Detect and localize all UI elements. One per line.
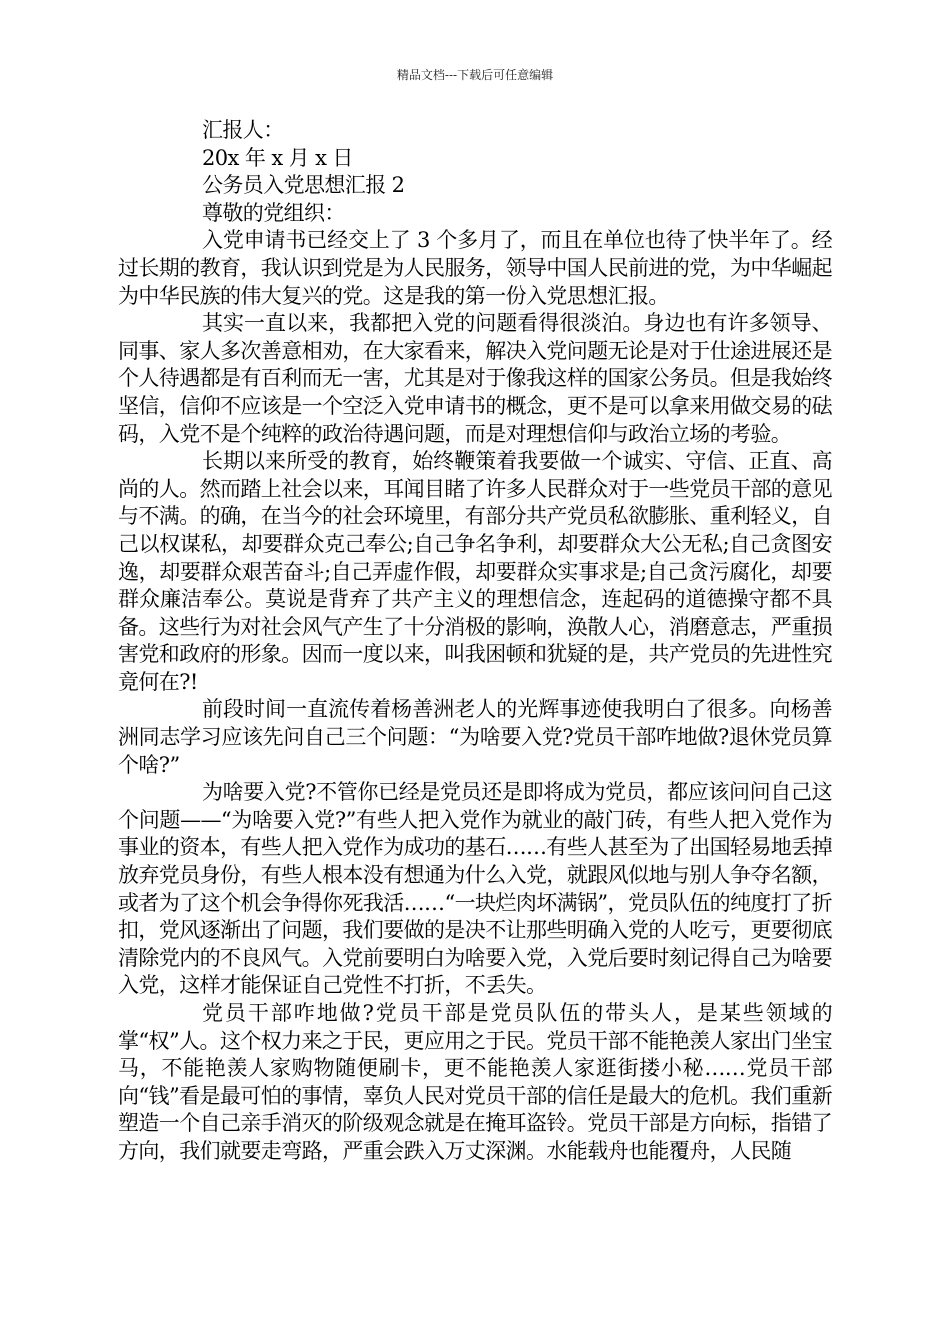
page-header: 精品文档---下载后可任意编辑 <box>396 68 554 82</box>
document-title: 公务员入党思想汇报 2 <box>202 173 405 198</box>
report-date: 20x 年 x 月 x 日 <box>202 145 353 170</box>
paragraph-1: 入党申请书已经交上了 3 个多月了，而且在单位也待了快半年了。经过长期的教育，我认识到党是为人民服务，领导中国人民前进的党，为中华崛起为中华民族的伟大复兴的党。这是我的第一份入党思想汇报。 <box>118 228 832 308</box>
reporter-label: 汇报人： <box>202 118 284 142</box>
paragraph-6: 党员干部咋地做?党员干部是党员队伍的带头人，是某些领域的掌“权”人。这个权力来之于民，更应用之于民。党员干部不能艳羡人家出门坐宝马，不能艳羡人家购物随便刷卡，更不能艳羡人家逛街搂小秘……党员干部向“钱”看是最可怕的事情，辜负人民对党员干部的信任是最大的危机。我们重新塑造一个自己亲手消灭的阶级观念就是在掩耳盗铃。党员干部是方向标，指错了方向，我们就要走弯路，严重会跌入万丈深渊。水能载舟也能覆舟，人民随 <box>118 1001 832 1163</box>
paragraph-2: 其实一直以来，我都把入党的问题看得很淡泊。身边也有许多领导、同事、家人多次善意相劝，在大家看来，解决入党问题无论是对于仕途进展还是个人待遇都是有百利而无一害，尤其是对于像我这样的国家公务员。但是我始终坚信，信仰不应该是一个空泛入党申请书的概念，更不是可以拿来用做交易的砝码，入党不是个纯粹的政治待遇问题，而是对理想信仰与政治立场的考验。 <box>118 311 832 446</box>
paragraph-5: 为啥要入党?不管你已经是党员还是即将成为党员，都应该问问自己这个问题——“为啥要入党?”有些人把入党作为就业的敲门砖，有些人把入党作为事业的资本，有些人把入党作为成功的基石……有些人甚至为了出国轻易地丢掉放弃党员身份，有些人根本没有想通为什么入党，就跟风似地与别人争夺名额，或者为了这个机会争得你死我活……“一块烂肉坏满锅”，党员队伍的纯度打了折扣，党风逐渐出了问题，我们要做的是决不让那些明确入党的人吃亏，更要彻底清除党内的不良风气。入党前要明白为啥要入党，入党后要时刻记得自己为啥要入党，这样才能保证自己党性不打折，不丢失。 <box>118 780 832 998</box>
document-body <box>118 117 832 1166</box>
salutation: 尊敬的党组织： <box>202 200 345 225</box>
paragraph-3: 长期以来所受的教育，始终鞭策着我要做一个诚实、守信、正直、高尚的人。然而踏上社会以来，耳闻目睹了许多人民群众对于一些党员干部的意见与不满。的确，在当今的社会环境里，有部分共产党员私欲膨胀、重利轻义，自己以权谋私，却要群众克己奉公;自己争名争利，却要群众大公无私;自己贪图安逸，却要群众艰苦奋斗;自己弄虚作假，却要群众实事求是;自己贪污腐化，却要群众廉洁奉公。莫说是背弃了共产主义的理想信念，连起码的道德操守都不具备。这些行为对社会风气产生了十分消极的影响，涣散人心，消磨意志，严重损害党和政府的形象。因而一度以来，叫我困顿和犹疑的是，共产党员的先进性究竟何在?! <box>118 449 832 694</box>
paragraph-4: 前段时间一直流传着杨善洲老人的光辉事迹使我明白了很多。向杨善洲同志学习应该先问自己三个问题：“为啥要入党?党员干部咋地做?退休党员算个啥?” <box>118 697 832 777</box>
